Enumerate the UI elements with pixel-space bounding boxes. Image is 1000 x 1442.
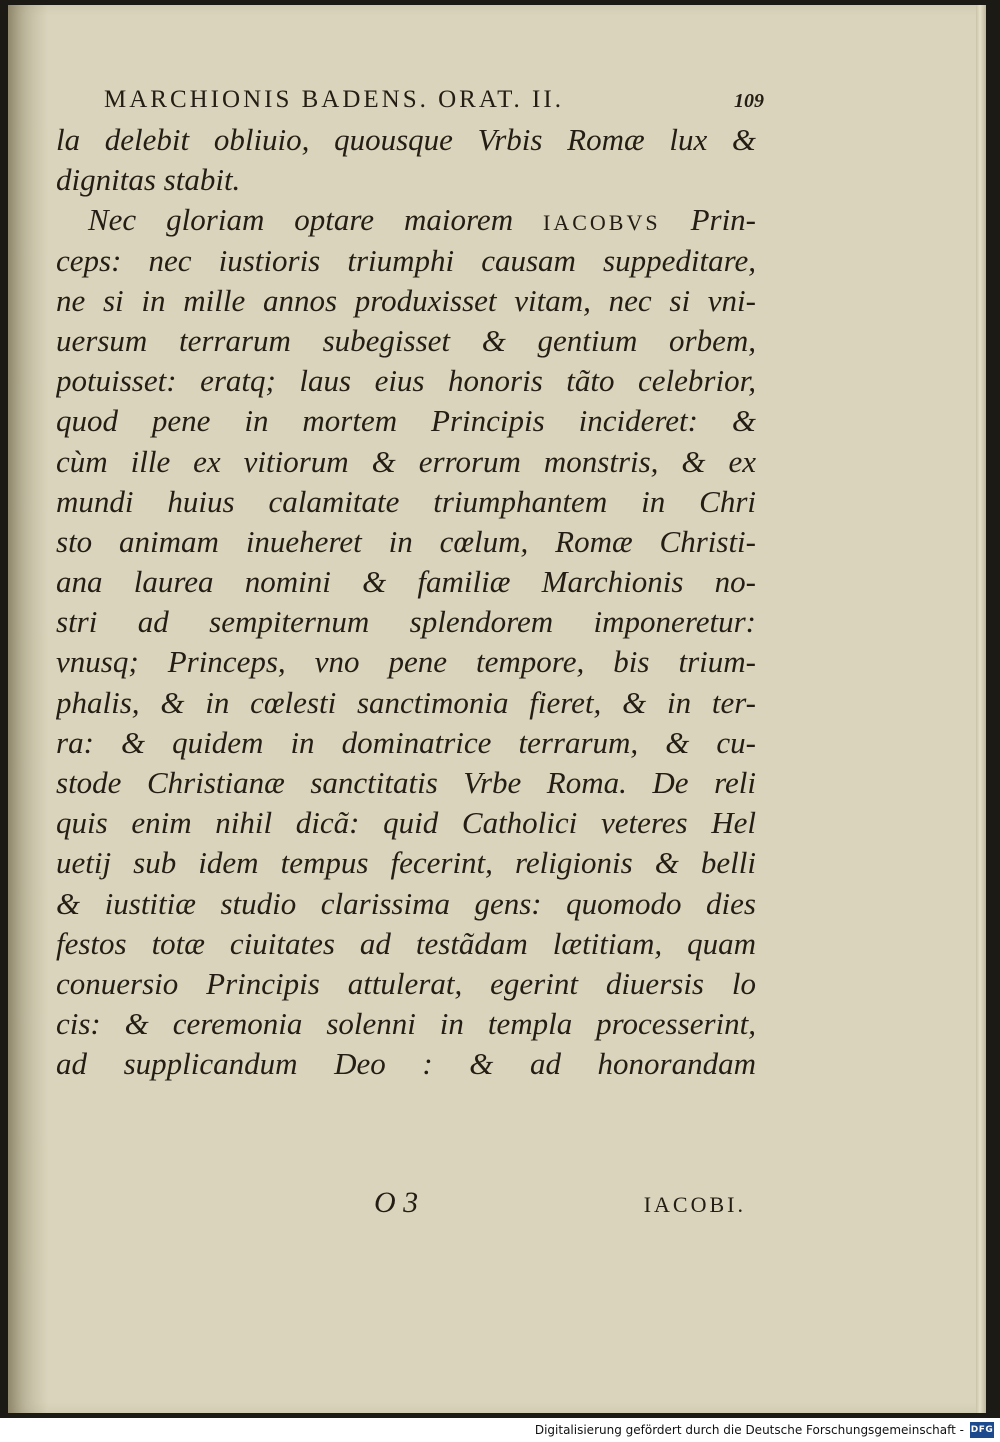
credit-bar: [0, 1418, 1000, 1442]
signature-mark: O 3: [374, 1186, 419, 1219]
body-text: [56, 120, 756, 1085]
credit-text: Digitalisierung gefördert durch die Deutsche Forschungsgemeinschaft -: [534, 1423, 964, 1437]
name-caps: IACOBVS: [543, 210, 661, 236]
text-line: ceps: nec iustioris triumphi causam suppeditare,: [56, 242, 756, 278]
catchword: IACOBI.: [643, 1192, 746, 1217]
dfg-logo: DFG: [970, 1422, 994, 1438]
text-line-with-caps: [56, 200, 756, 240]
gutter-shadow: [8, 5, 48, 1413]
text-line: vnusq; Princeps, vno pene tempore, bis trium-: [56, 644, 756, 680]
text-line: ne si in mille annos produxisset vitam, nec si vni-: [56, 282, 756, 318]
page-footer: [56, 1186, 746, 1226]
text-line: ana laurea nomini & familiæ Marchionis no-: [56, 564, 756, 600]
text-line: la delebit obliuio, quousque Vrbis Romæ lux &: [56, 122, 756, 157]
page-number: 109: [734, 90, 764, 112]
text-line-end: Prin-: [690, 202, 756, 238]
text-line: & iustitiæ studio clarissima gens: quomodo dies: [56, 885, 756, 921]
text-line: ad supplicandum Deo : & ad honorandam: [56, 1046, 756, 1082]
page-edge: [976, 5, 986, 1413]
text-line: cùm ille ex vitiorum & errorum monstris, & ex: [56, 443, 756, 479]
running-title: MARCHIONIS BADENS. ORAT. II.: [104, 86, 564, 113]
text-line: cis: & ceremonia solenni in templa processerint,: [56, 1006, 756, 1042]
running-head: [104, 86, 764, 122]
text-line: potuisset: eratq; laus eius honoris tãto celebrior,: [56, 363, 756, 399]
text-line: stri ad sempiternum splendorem imponeretur:: [56, 604, 756, 640]
text-line: conuersio Principis attulerat, egerint diuersis lo: [56, 965, 756, 1001]
text-line: dignitas stabit.: [56, 162, 241, 198]
text-line: quod pene in mortem Principis incideret: &: [56, 403, 756, 439]
text-line: stode Christianæ sanctitatis Vrbe Roma. De reli: [56, 765, 756, 800]
text-line: sto animam inueheret in cœlum, Romæ Christi-: [56, 523, 756, 559]
text-line: quis enim nihil dicã: quid Catholici veteres Hel: [56, 805, 756, 841]
text-line: phalis, & in cœlesti sanctimonia fieret, & in ter-: [56, 684, 756, 720]
text-line-start: Nec gloriam optare maiorem: [88, 202, 514, 238]
text-line: ra: & quidem in dominatrice terrarum, & cu-: [56, 724, 756, 760]
text-line: uersum terrarum subegisset & gentium orbem,: [56, 322, 756, 358]
text-line: mundi huius calamitate triumphantem in Chri: [56, 483, 756, 519]
text-line: uetij sub idem tempus fecerint, religionis & belli: [56, 845, 756, 881]
text-line: festos totæ ciuitates ad testãdam lætitiam, quam: [56, 925, 756, 961]
